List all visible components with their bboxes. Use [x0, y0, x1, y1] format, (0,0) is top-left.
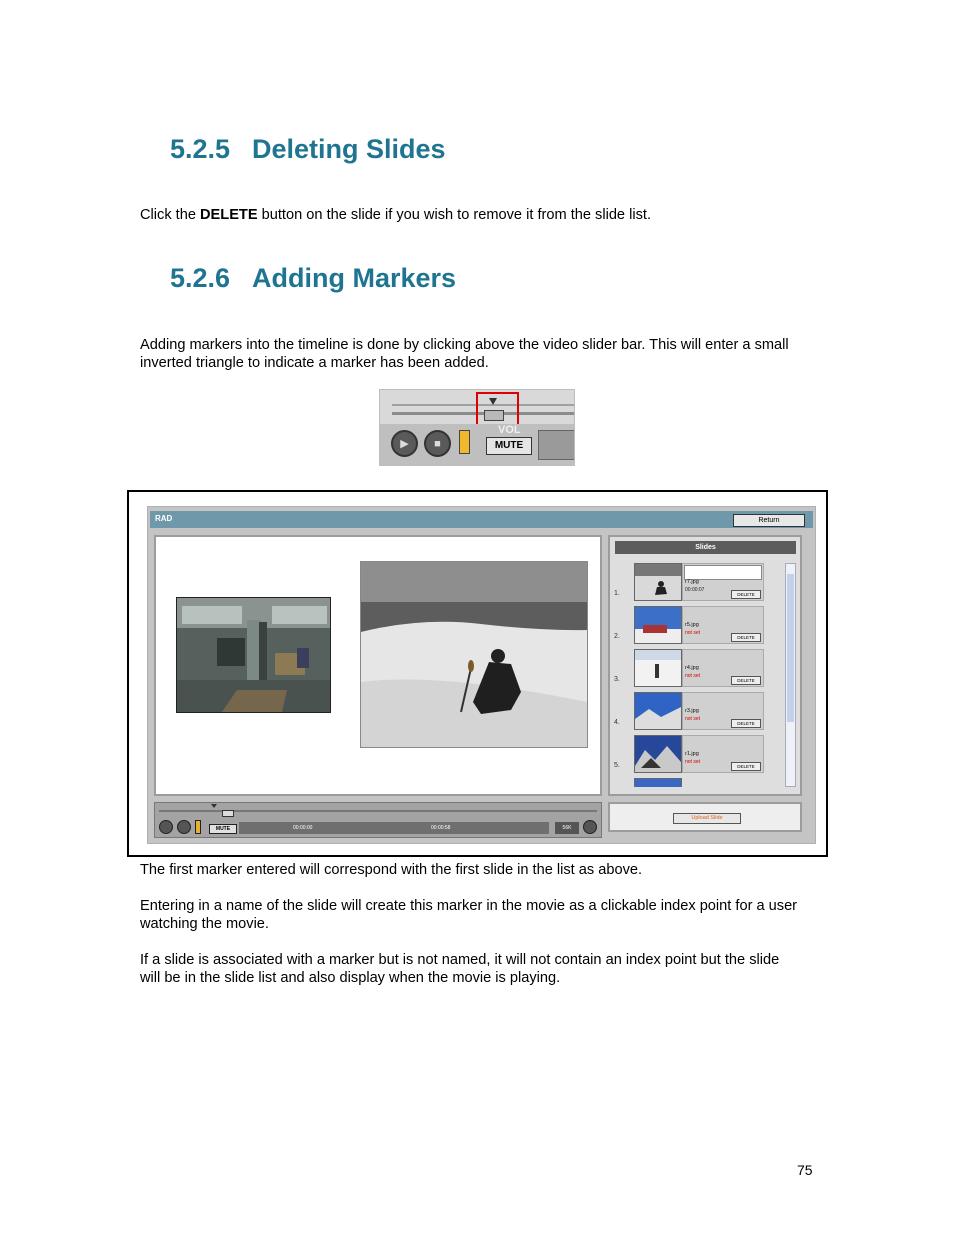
- first-marker-paragraph: The first marker entered will correspond with the first slide in the list as above.: [140, 862, 643, 878]
- marker-triangle-icon: [211, 804, 217, 808]
- rad-application: [147, 506, 816, 844]
- slide-row: [614, 690, 786, 730]
- section-number: 5.2.6: [170, 263, 231, 293]
- slide-timecode: not set: [685, 630, 701, 636]
- slide-filename: r5.jpg: [685, 622, 699, 628]
- slide-row: [614, 604, 786, 644]
- slide-thumbnail[interactable]: [634, 606, 682, 644]
- slide-name-input[interactable]: [684, 565, 762, 580]
- video-frame-office: [176, 597, 331, 713]
- section-heading-adding-markers: [170, 263, 456, 294]
- volume-level-icon[interactable]: [195, 820, 201, 834]
- fullscreen-icon[interactable]: [583, 820, 597, 834]
- slides-panel: [608, 535, 802, 796]
- slide-filename: r1.jpg: [685, 751, 699, 757]
- play-icon: ▶: [391, 430, 418, 457]
- page-number: 75: [797, 1162, 813, 1178]
- office-scene-image: [177, 598, 330, 712]
- mute-button[interactable]: MUTE: [209, 824, 237, 834]
- return-button: Return: [733, 514, 805, 527]
- slide-filename: r7.jpg: [685, 579, 699, 585]
- slide-timecode: 00:00:07: [685, 587, 705, 593]
- slide-list: [614, 561, 794, 787]
- slide-thumbnail[interactable]: [634, 563, 682, 601]
- delete-button[interactable]: DELETE: [731, 762, 761, 771]
- slide-index: 1.: [614, 590, 620, 597]
- slider-knob[interactable]: [222, 810, 234, 817]
- delete-button[interactable]: DELETE: [731, 676, 761, 685]
- slides-header: Slides: [615, 541, 796, 554]
- application-screenshot-frame: [127, 490, 828, 857]
- section-title: Adding Markers: [252, 263, 457, 293]
- slide-filename: r3.jpg: [685, 708, 699, 714]
- player-controls: [154, 802, 602, 838]
- slide-timecode: not set: [685, 759, 701, 765]
- delete-button[interactable]: DELETE: [731, 633, 761, 642]
- volume-level-icon: [459, 430, 470, 454]
- adding-markers-paragraph: Adding markers into the timeline is done by clicking above the video slider bar. This will enter a small inverted triangle to indicate a marker has been added.: [140, 337, 789, 371]
- mute-button: MUTE: [486, 437, 532, 455]
- vol-label: VOL: [498, 424, 521, 436]
- slide-row-partial: [614, 776, 786, 787]
- stop-icon: ■: [424, 430, 451, 457]
- section-number: 5.2.5: [170, 134, 231, 164]
- slide-list-scrollbar[interactable]: [785, 563, 796, 787]
- skier-image: [361, 562, 587, 747]
- video-stage: [154, 535, 602, 796]
- delete-keyword: DELETE: [200, 207, 258, 223]
- delete-button[interactable]: DELETE: [731, 590, 761, 599]
- unnamed-slide-paragraph: If a slide is associated with a marker but is not named, it will not contain an index point but the slide will be in the slide list and also display when the movie is playing.: [140, 952, 780, 986]
- slide-timecode: not set: [685, 673, 701, 679]
- slide-filename: r4.jpg: [685, 665, 699, 671]
- app-titlebar: [150, 511, 813, 528]
- section-title: Deleting Slides: [252, 134, 446, 164]
- upload-panel: [608, 802, 802, 832]
- section-heading-deleting-slides: [170, 134, 446, 165]
- slide-thumbnail[interactable]: [634, 778, 682, 787]
- slide-index: 4.: [614, 719, 620, 726]
- deleting-slides-paragraph: Click the DELETE button on the slide if you wish to remove it from the slide list.: [140, 207, 651, 223]
- speed-indicator: 56K: [555, 822, 579, 834]
- scrollbar-thumb[interactable]: [787, 574, 794, 722]
- delete-button[interactable]: DELETE: [731, 719, 761, 728]
- time-display-panel: [538, 430, 575, 460]
- slide-row: [614, 647, 786, 687]
- slide-index: 5.: [614, 762, 620, 769]
- slide-name-paragraph: Entering in a name of the slide will create this marker in the movie as a clickable index point for a user watching the movie.: [140, 898, 798, 932]
- slide-thumbnail[interactable]: [634, 735, 682, 773]
- current-time: 00:00:00: [293, 825, 313, 831]
- app-title: RAD: [155, 514, 173, 523]
- slide-row: [614, 733, 786, 773]
- play-icon[interactable]: [159, 820, 173, 834]
- slide-index: 2.: [614, 633, 620, 640]
- slide-image-snow: [360, 561, 588, 748]
- total-time: 00:00:58: [431, 825, 451, 831]
- slide-thumbnail[interactable]: [634, 649, 682, 687]
- slide-thumbnail[interactable]: [634, 692, 682, 730]
- time-bar: [239, 822, 549, 834]
- slider-marker-screenshot: [379, 389, 575, 466]
- stop-icon[interactable]: [177, 820, 191, 834]
- slide-timecode: not set: [685, 716, 701, 722]
- slide-row: [614, 561, 786, 601]
- upload-slide-button[interactable]: Upload Slide: [673, 813, 741, 824]
- slide-index: 3.: [614, 676, 620, 683]
